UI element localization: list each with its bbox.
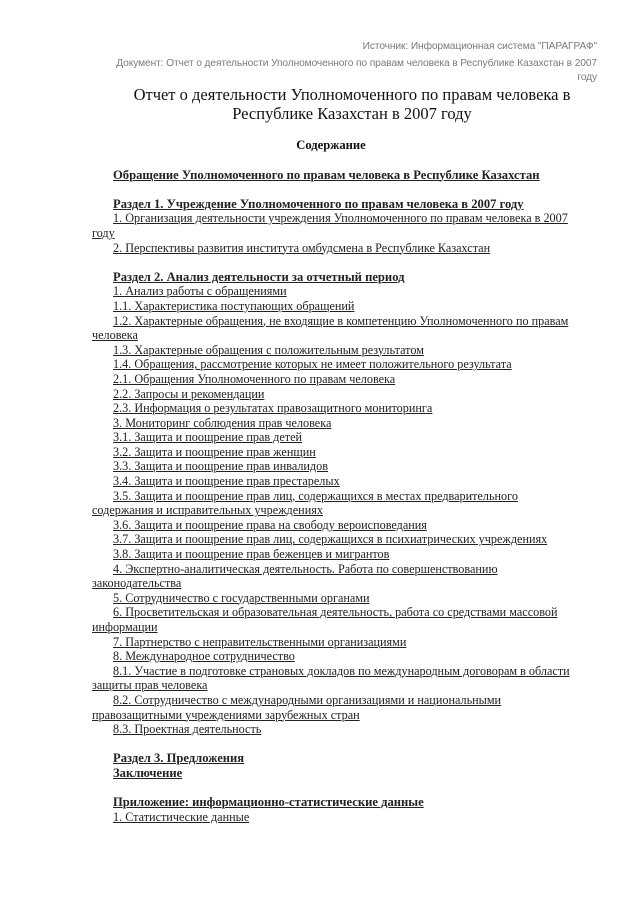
toc-link-2-item[interactable]: 8.2. Сотрудничество с международными организациями и национальными правозащитными учреждениями зарубежных стран <box>92 692 502 722</box>
toc-link-2-item[interactable]: 2.2. Запросы и рекомендации <box>113 386 265 401</box>
toc-link-appendix[interactable]: Приложение: информационно-статистические данные <box>113 795 424 810</box>
toc-link-2-item[interactable]: 1.4. Обращения, рассмотрение которых не имеет положительного результата <box>113 357 512 372</box>
toc-link-2-item[interactable]: 1.2. Характерные обращения, не входящие в компетенцию Уполномоченного по правам человека <box>92 313 569 343</box>
toc-link-2-item[interactable]: 1.3. Характерные обращения с положительным результатом <box>113 342 424 357</box>
toc-link-2-item[interactable]: 3.4. Защита и поощрение прав престарелых <box>113 474 340 489</box>
toc-link-2-item[interactable]: 2.3. Информация о результатах правозащитного мониторинга <box>113 401 433 416</box>
toc-link-section-2[interactable]: Раздел 2. Анализ деятельности за отчетный период <box>113 269 405 284</box>
toc-link-2-item[interactable]: 3.1. Защита и поощрение прав детей <box>113 430 303 445</box>
source-header <box>96 40 597 88</box>
toc-link-2-item[interactable]: 3.6. Защита и поощрение права на свободу вероисповедания <box>113 517 427 532</box>
toc-link-2-item[interactable]: 8. Международное сотрудничество <box>113 649 295 664</box>
toc-link-2-item[interactable]: 3.8. Защита и поощрение прав беженцев и мигрантов <box>113 547 390 562</box>
toc-link-2-item[interactable]: 3.3. Защита и поощрение прав инвалидов <box>113 459 328 474</box>
document-title: Отчет о деятельности Уполномоченного по правам человека в Республике Казахстан в 2007 году <box>133 85 571 123</box>
toc-link-2-item[interactable]: 1.1. Характеристика поступающих обращений <box>113 298 355 313</box>
toc-link-section-3[interactable]: Раздел 3. Предложения <box>113 751 245 766</box>
toc-heading: Содержание <box>296 138 366 152</box>
toc-link-2-item[interactable]: 3. Мониторинг соблюдения прав человека <box>113 415 332 430</box>
toc-link-2-item[interactable]: 4. Экспертно-аналитическая деятельность. Работа по совершенствованию законодательства <box>92 561 498 591</box>
toc-link-2-item[interactable]: 3.2. Защита и поощрение прав женщин <box>113 444 316 459</box>
toc-link-2-item[interactable]: 3.5. Защита и поощрение прав лиц, содержащихся в местах предварительного содержания и исправительных учреждениях <box>92 488 518 518</box>
toc-link-2-item[interactable]: 7. Партнерство с неправительственными организациями <box>113 634 407 649</box>
toc-link-2-item[interactable]: 6. Просветительская и образовательная деятельность, работа со средствами массовой информации <box>92 605 558 634</box>
toc-link-2-item[interactable]: 1. Анализ работы с обращениями <box>113 284 287 299</box>
document-line: Документ: Отчет о деятельности Уполномоченного по правам человека в Республике Казахстан в 2007 году <box>116 58 597 83</box>
toc-link-2-item[interactable]: 3.7. Защита и поощрение прав лиц, содержащихся в психиатрических учреждениях <box>113 532 548 547</box>
source-line: Источник: Информационная система "ПАРАГРАФ" <box>362 41 597 52</box>
toc-link-2-item[interactable]: 5. Сотрудничество с государственными органами <box>113 590 370 605</box>
toc-link-2-item[interactable]: 8.3. Проектная деятельность <box>113 722 262 737</box>
toc-link-2-item[interactable]: 8.1. Участие в подготовке страновых докладов по международным договорам в области защиты прав человека <box>92 663 570 693</box>
table-of-contents <box>92 138 570 824</box>
toc-link-section-1[interactable]: Раздел 1. Учреждение Уполномоченного по правам человека в 2007 году <box>113 196 524 211</box>
toc-link-appendix-item[interactable]: 1. Статистические данные <box>113 809 250 824</box>
toc-link-conclusion[interactable]: Заключение <box>113 765 183 780</box>
toc-link-2-item[interactable]: 2.1. Обращения Уполномоченного по правам человека <box>113 371 396 386</box>
toc-link-1-2[interactable]: 2. Перспективы развития института омбудсмена в Республике Казахстан <box>113 240 491 255</box>
toc-link-appeal[interactable]: Обращение Уполномоченного по правам человека в Республике Казахстан <box>113 167 540 182</box>
toc-link-1-1[interactable]: 1. Организация деятельности учреждения Уполномоченного по правам человека в 2007 году <box>92 211 568 240</box>
